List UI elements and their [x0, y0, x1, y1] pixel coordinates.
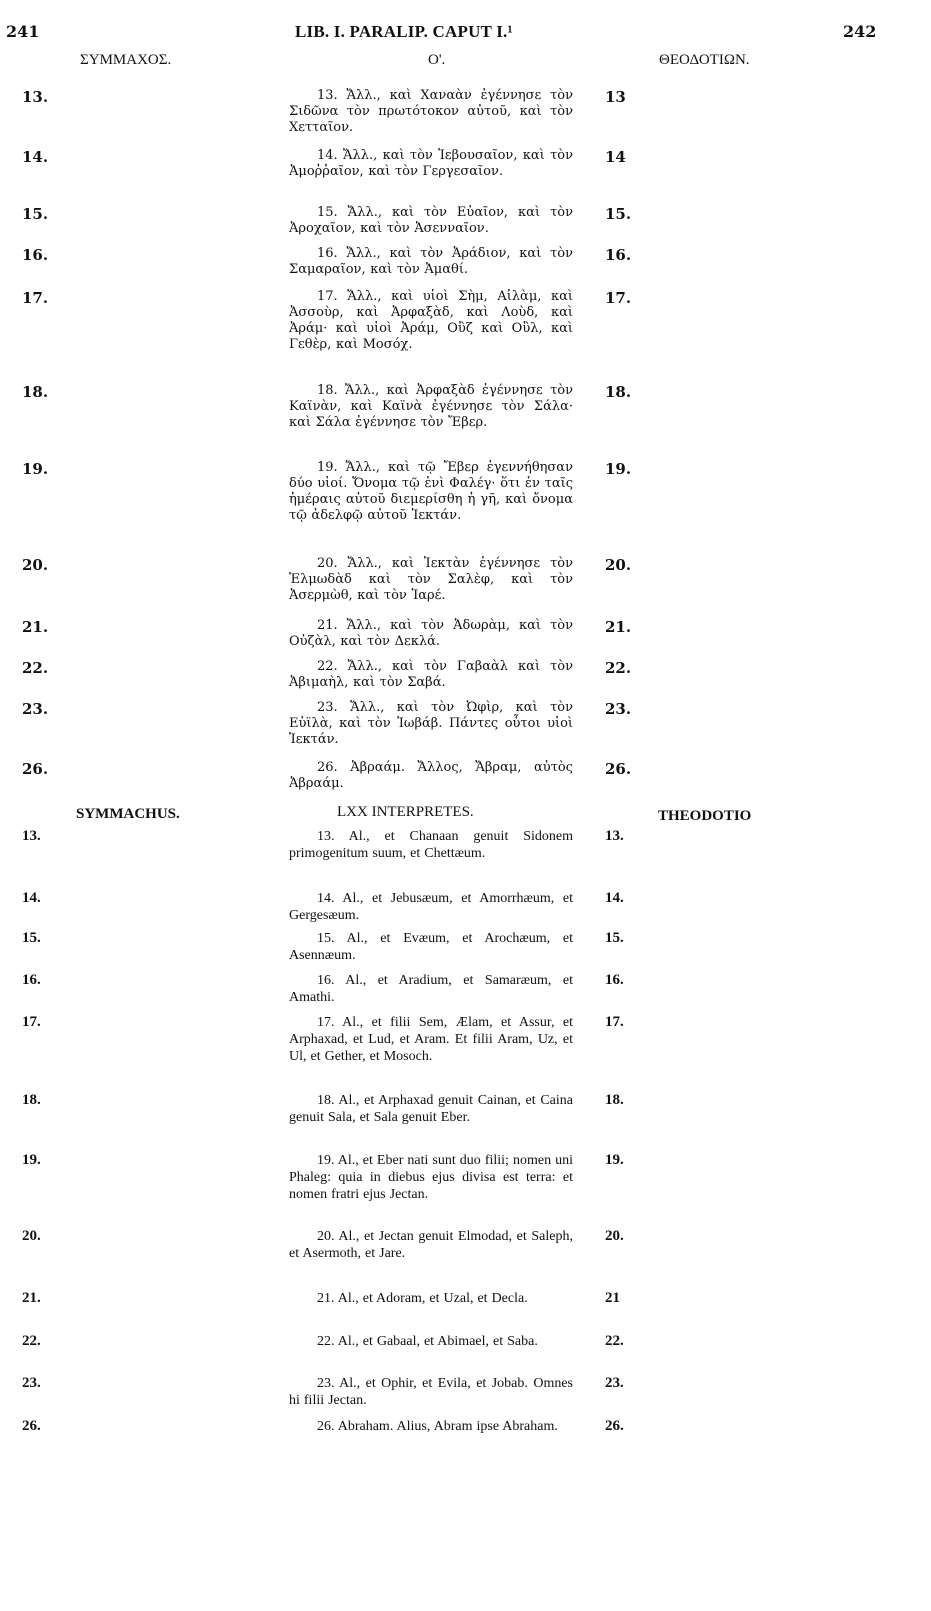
verse-number-left: 20.	[22, 556, 49, 574]
verse-text: 18. Ἄλλ., καὶ Ἀρφαξὰδ ἐγέννησε τὸν Καϊνὰν, καὶ Καϊνὰ ἐγέννησε τὸν Σάλα· καὶ Σάλα ἐγέννησε τὸν Ἔβερ.	[289, 383, 573, 430]
verse-number-left: 18.	[22, 1092, 41, 1108]
verse-number-left: 26.	[22, 1418, 41, 1434]
verse-text: 23. Al., et Ophir, et Evila, et Jobab. Omnes hi filii Jectan.	[289, 1376, 573, 1408]
column-header-symmachus-greek: ΣΥΜΜΑΧΟΣ.	[80, 52, 172, 68]
verse-text: 13. Al., et Chanaan genuit Sidonem primogenitum suum, et Chettæum.	[289, 829, 573, 861]
verse-number-right: 16.	[605, 246, 632, 264]
verse-text: 21. Al., et Adoram, et Uzal, et Decla.	[317, 1291, 528, 1306]
page-number-right: 242	[843, 22, 877, 41]
column-header-theodotion-greek: ΘΕΟΔΟΤΙΩΝ.	[659, 52, 750, 68]
verse-number-right: 16.	[605, 972, 624, 988]
verse-number-right: 23.	[605, 700, 632, 718]
verse-text: 16. Ἄλλ., καὶ τὸν Ἀράδιον, καὶ τὸν Σαμαραῖον, καὶ τὸν Ἀμαθί.	[289, 246, 573, 277]
verse-number-right: 22.	[605, 659, 632, 677]
verse-number-right: 17.	[605, 289, 632, 307]
verse-text: 19. Ἄλλ., καὶ τῷ Ἔβερ ἐγεννήθησαν δύο υἱοί. Ὄνομα τῷ ἑνὶ Φαλέγ· ὅτι ἐν ταῖς ἡμέραις αὐτοῦ διεμερίσθη ἡ γῆ, καὶ ὄνομα τῷ ἀδελφῷ αὐτοῦ Ἰεκτάν.	[289, 460, 573, 523]
verse-number-left: 22.	[22, 1333, 41, 1349]
verse-number-left: 15.	[22, 930, 41, 946]
verse-number-left: 23.	[22, 700, 49, 718]
verse-number-right: 26.	[605, 760, 632, 778]
verse-number-right: 15.	[605, 205, 632, 223]
verse-number-left: 19.	[22, 1152, 41, 1168]
verse-number-left: 13.	[22, 88, 49, 106]
verse-number-left: 19.	[22, 460, 49, 478]
verse-number-right: 14.	[605, 890, 624, 906]
verse-text: 19. Al., et Eber nati sunt duo filii; nomen uni Phaleg: quia in diebus ejus divisa est terra: et nomen fratri ejus Jectan.	[289, 1153, 573, 1202]
verse-number-left: 23.	[22, 1375, 41, 1391]
running-title: LIB. I. PARALIP. CAPUT I.¹	[295, 22, 513, 41]
verse-text: 14. Ἄλλ., καὶ τὸν Ἰεβουσαῖον, καὶ τὸν Ἀμοῤῥαῖον, καὶ τὸν Γεργεσαῖον.	[289, 148, 573, 179]
verse-text: 26. Abraham. Alius, Abram ipse Abraham.	[317, 1419, 558, 1434]
verse-number-left: 21.	[22, 1290, 41, 1306]
verse-text: 26. Ἀβραάμ. Ἄλλος, Ἄβραμ, αὐτὸς Ἀβραάμ.	[289, 760, 573, 791]
verse-text: 15. Al., et Evæum, et Arochæum, et Asennæum.	[289, 931, 573, 963]
verse-text: 16. Al., et Aradium, et Samaræum, et Amathi.	[289, 973, 573, 1005]
verse-number-left: 17.	[22, 1014, 41, 1030]
column-header-lxx-latin: LXX INTERPRETES.	[337, 804, 474, 820]
verse-text: 15. Ἄλλ., καὶ τὸν Εὐαῖον, καὶ τὸν Ἀροχαῖον, καὶ τὸν Ἀσενναῖον.	[289, 205, 573, 236]
verse-number-left: 15.	[22, 205, 49, 223]
verse-text: 21. Ἄλλ., καὶ τὸν Ἀδωρὰμ, καὶ τὸν Οὐζὰλ, καὶ τὸν Δεκλά.	[289, 618, 573, 649]
verse-number-right: 17.	[605, 1014, 624, 1030]
column-header-symmachus-latin: SYMMACHUS.	[76, 806, 180, 822]
verse-text: 14. Al., et Jebusæum, et Amorrhæum, et Gergesæum.	[289, 891, 573, 923]
verse-text: 22. Ἄλλ., καὶ τὸν Γαβαὰλ καὶ τὸν Ἀβιμαὴλ, καὶ τὸν Σαβά.	[289, 659, 573, 690]
verse-text: 17. Ἄλλ., καὶ υἱοὶ Σὴμ, Αἰλὰμ, καὶ Ἀσσοὺρ, καὶ Ἀρφαξὰδ, καὶ Λοὺδ, καὶ Ἀράμ· καὶ υἱοὶ Ἀράμ, Οὒζ καὶ Οὒλ, καὶ Γεθὲρ, καὶ Μοσόχ.	[289, 289, 573, 352]
column-header-lxx-greek: Ο'.	[428, 52, 446, 68]
verse-number-left: 17.	[22, 289, 49, 307]
verse-number-left: 21.	[22, 618, 49, 636]
verse-number-left: 20.	[22, 1228, 41, 1244]
verse-number-right: 22.	[605, 1333, 624, 1349]
verse-text: 23. Ἄλλ., καὶ τὸν Ὠφὶρ, καὶ τὸν Εὐϊλὰ, καὶ τὸν Ἰωβάβ. Πάντες οὗτοι υἱοὶ Ἰεκτάν.	[289, 700, 573, 747]
verse-number-right: 20.	[605, 1228, 624, 1244]
verse-number-right: 15.	[605, 930, 624, 946]
page-number-left: 241	[6, 22, 40, 41]
verse-number-right: 19.	[605, 460, 632, 478]
verse-number-left: 18.	[22, 383, 49, 401]
verse-text: 13. Ἄλλ., καὶ Χαναὰν ἐγέννησε τὸν Σιδῶνα τὸν πρωτότοκον αὐτοῦ, καὶ τὸν Χετταῖον.	[289, 88, 573, 135]
verse-number-right: 13.	[605, 828, 624, 844]
verse-text: 18. Al., et Arphaxad genuit Cainan, et Caina genuit Sala, et Sala genuit Eber.	[289, 1093, 573, 1125]
verse-text: 20. Al., et Jectan genuit Elmodad, et Saleph, et Asermoth, et Jare.	[289, 1229, 573, 1261]
verse-number-right: 20.	[605, 556, 632, 574]
verse-number-right: 13	[605, 88, 626, 106]
verse-number-right: 23.	[605, 1375, 624, 1391]
verse-number-left: 14.	[22, 148, 49, 166]
verse-number-left: 26.	[22, 760, 49, 778]
verse-number-right: 21.	[605, 618, 632, 636]
verse-number-left: 13.	[22, 828, 41, 844]
verse-text: 22. Al., et Gabaal, et Abimael, et Saba.	[317, 1334, 538, 1349]
verse-number-left: 16.	[22, 972, 41, 988]
verse-number-right: 26.	[605, 1418, 624, 1434]
verse-text: 20. Ἄλλ., καὶ Ἰεκτὰν ἐγέννησε τὸν Ἐλμωδὰδ καὶ τὸν Σαλὲφ, καὶ τὸν Ἀσερμὼθ, καὶ τὸν Ἰαρέ.	[289, 556, 573, 603]
verse-text: 17. Al., et filii Sem, Ælam, et Assur, et Arphaxad, et Lud, et Aram. Et filii Aram, Uz, et Ul, et Gether, et Mosoch.	[289, 1015, 573, 1064]
verse-number-right: 18.	[605, 383, 632, 401]
verse-number-right: 18.	[605, 1092, 624, 1108]
verse-number-left: 22.	[22, 659, 49, 677]
verse-number-right: 19.	[605, 1152, 624, 1168]
verse-number-right: 14	[605, 148, 626, 166]
verse-number-left: 16.	[22, 246, 49, 264]
column-header-theodotion-latin: THEODOTIO	[658, 808, 752, 824]
verse-number-right: 21	[605, 1290, 620, 1306]
verse-number-left: 14.	[22, 890, 41, 906]
